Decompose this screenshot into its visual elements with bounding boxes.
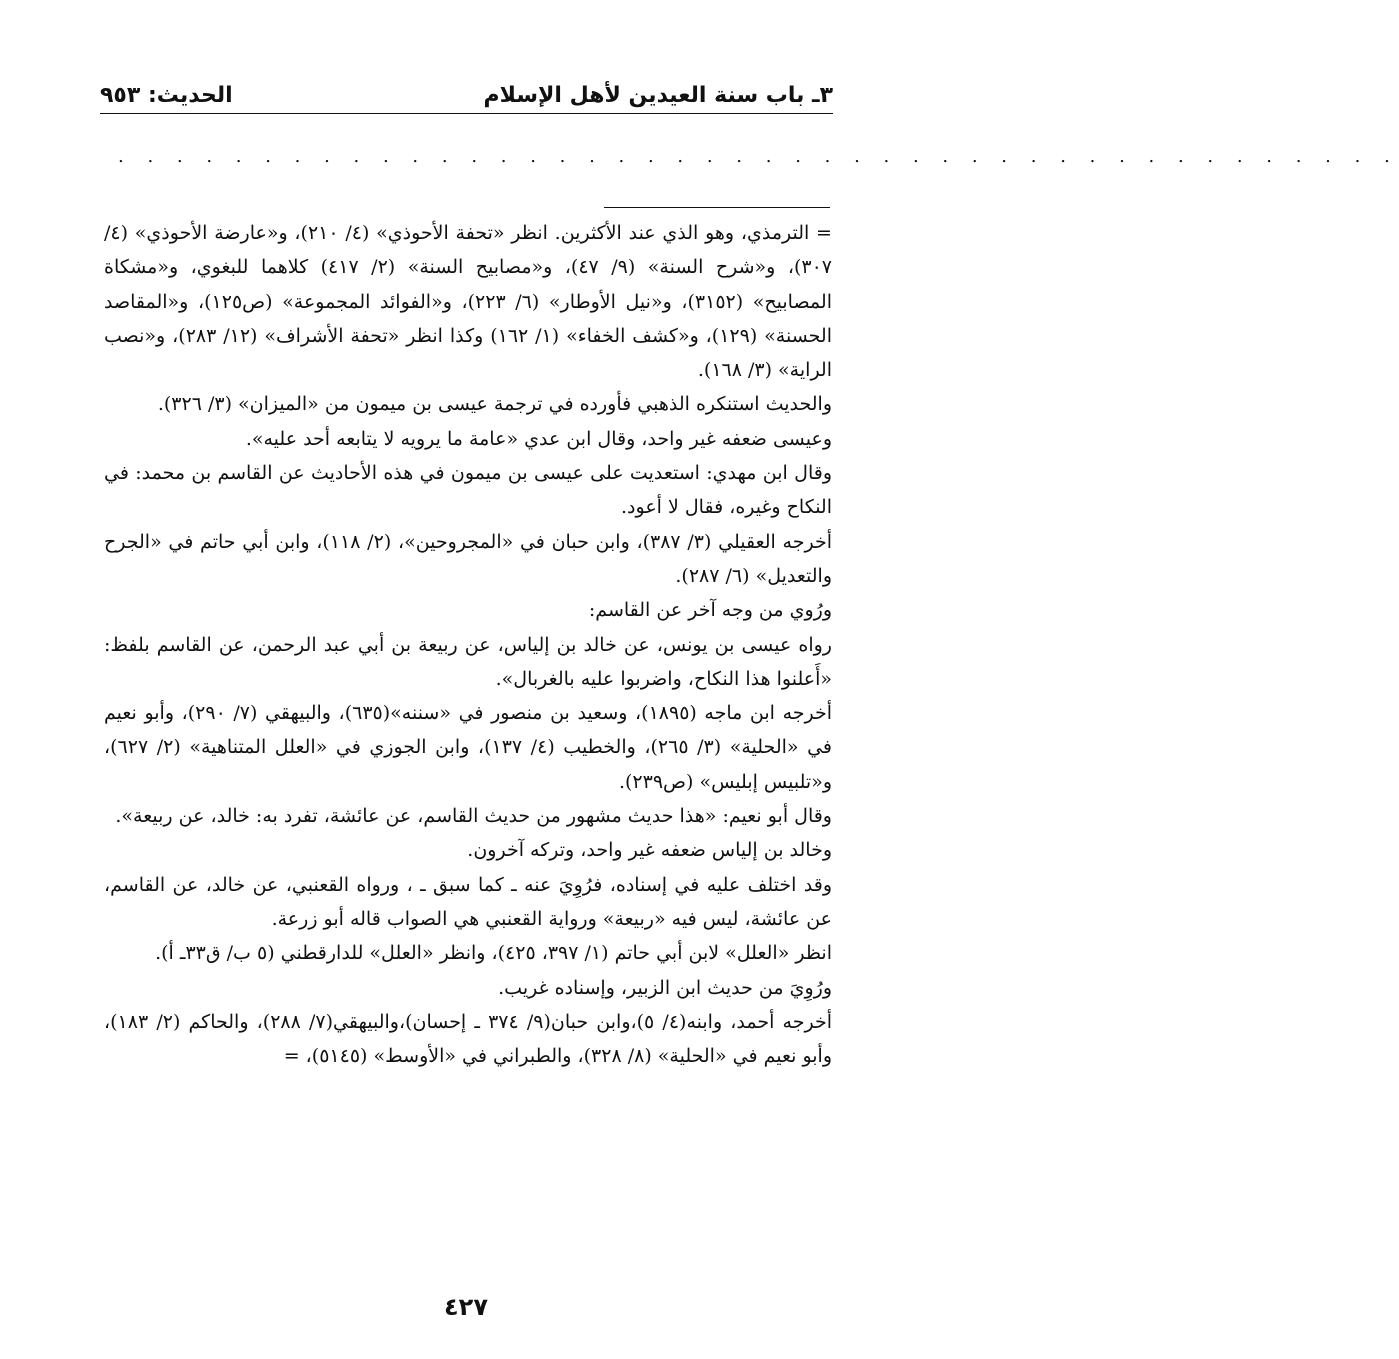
separator-dots: . . . . . . . . . . . . . . . . . . . . . . . . . . . . . . . . . . . . . . . . . . . . — [118, 146, 1399, 167]
paragraph: وقال أبو نعيم: «هذا حديث مشهور من حديث القاسم، عن عائشة، تفرد به: خالد، عن ربيعة». — [115, 805, 832, 828]
footnote-rule — [604, 207, 830, 208]
hadith-number: الحديث: ٩٥٣ — [100, 83, 233, 108]
paragraph: أخرجه العقيلي (٣/ ٣٨٧)، وابن حبان في «المجروحين»، (٢/ ١١٨)، وابن أبي حاتم في «الجرح والتعديل» (٦/ ٢٨٧). — [104, 530, 832, 587]
paragraph: رواه عيسى بن يونس، عن خالد بن إلياس، عن ربيعة بن أبي عبد الرحمن، عن القاسم بلفظ: «أَعلنوا هذا النكاح، واضربوا عليه بالغربال». — [104, 633, 832, 690]
paragraph: = الترمذي، وهو الذي عند الأكثرين. انظر «تحفة الأحوذي» (٤/ ٢١٠)، و«عارضة الأحوذي» (٤/ ٣٠٧)، و«شرح السنة» (٩/ ٤٧)، و«مصابيح السنة» (٢/ ٤١٧) كلاهما للبغوي، و«مشكاة المصابيح» (٣١٥٢)، و«نيل الأوطار» (٦/ ٢٢٣)، و«الفوائد المجموعة» (ص١٢٥)، و«المقاصد الحسنة» (١٢٩)، و«كشف الخفاء» (١/ ١٦٢) وكذا انظر «تحفة الأشراف» (١٢/ ٢٨٣)، و«نصب الراية» (٣/ ١٦٨). — [104, 222, 832, 382]
paragraph: وخالد بن إلياس ضعفه غير واحد، وتركه آخرون. — [467, 839, 832, 862]
paragraph: وعيسى ضعفه غير واحد، وقال ابن عدي «عامة ما يرويه لا يتابعه أحد عليه». — [245, 427, 832, 450]
paragraph: وقد اختلف عليه في إسناده، فرُوِيَ عنه ـ كما سبق ـ ، ورواه القعنبي، عن خالد، عن القاسم، عن عائشة، ليس فيه «ربيعة» ورواية القعنبي هي الصواب قاله أبو زرعة. — [104, 873, 832, 930]
footnote-text — [104, 216, 832, 1073]
paragraph: أخرجه أحمد، وابنه(٤/ ٥)،وابن حبان(٩/ ٣٧٤ ـ إحسان)،والبيهقي(٧/ ٢٨٨)، والحاكم (٢/ ١٨٣)، وأبو نعيم في «الحلية» (٨/ ٣٢٨)، والطبراني في «الأوسط» (٥١٤٥)، = — [104, 1010, 832, 1068]
paragraph: أخرجه ابن ماجه (١٨٩٥)، وسعيد بن منصور في «سننه»(٦٣٥)، والبيهقي (٧/ ٢٩٠)، وأبو نعيم في «الحلية» (٣/ ٢٦٥)، والخطيب (٤/ ١٣٧)، وابن الجوزي في «العلل المتناهية» (٢/ ٦٢٧)، و«تلبيس إبليس» (ص٢٣٩). — [104, 702, 833, 793]
header-rule — [100, 113, 833, 114]
paragraph: وقال ابن مهدي: استعديت على عيسى بن ميمون في هذه الأحاديث عن القاسم بن محمد: في النكاح وغيره، فقال لا أعود. — [104, 462, 832, 519]
chapter-title: ٣ـ باب سنة العيدين لأهل الإسلام — [483, 83, 833, 108]
paragraph: ورُوي من وجه آخر عن القاسم: — [588, 599, 832, 622]
paragraph: والحديث استنكره الذهبي فأورده في ترجمة عيسى بن ميمون من «الميزان» (٣/ ٣٢٦). — [157, 393, 832, 416]
page-number: ٤٢٧ — [444, 1293, 488, 1321]
paragraph: انظر «العلل» لابن أبي حاتم (١/ ٣٩٧، ٤٢٥)، وانظر «العلل» للدارقطني (٥ ب/ ق٣٣ـ أ). — [155, 942, 832, 965]
paragraph: ورُوِيَ من حديث ابن الزبير، وإسناده غريب. — [498, 976, 832, 999]
running-header — [100, 78, 833, 114]
